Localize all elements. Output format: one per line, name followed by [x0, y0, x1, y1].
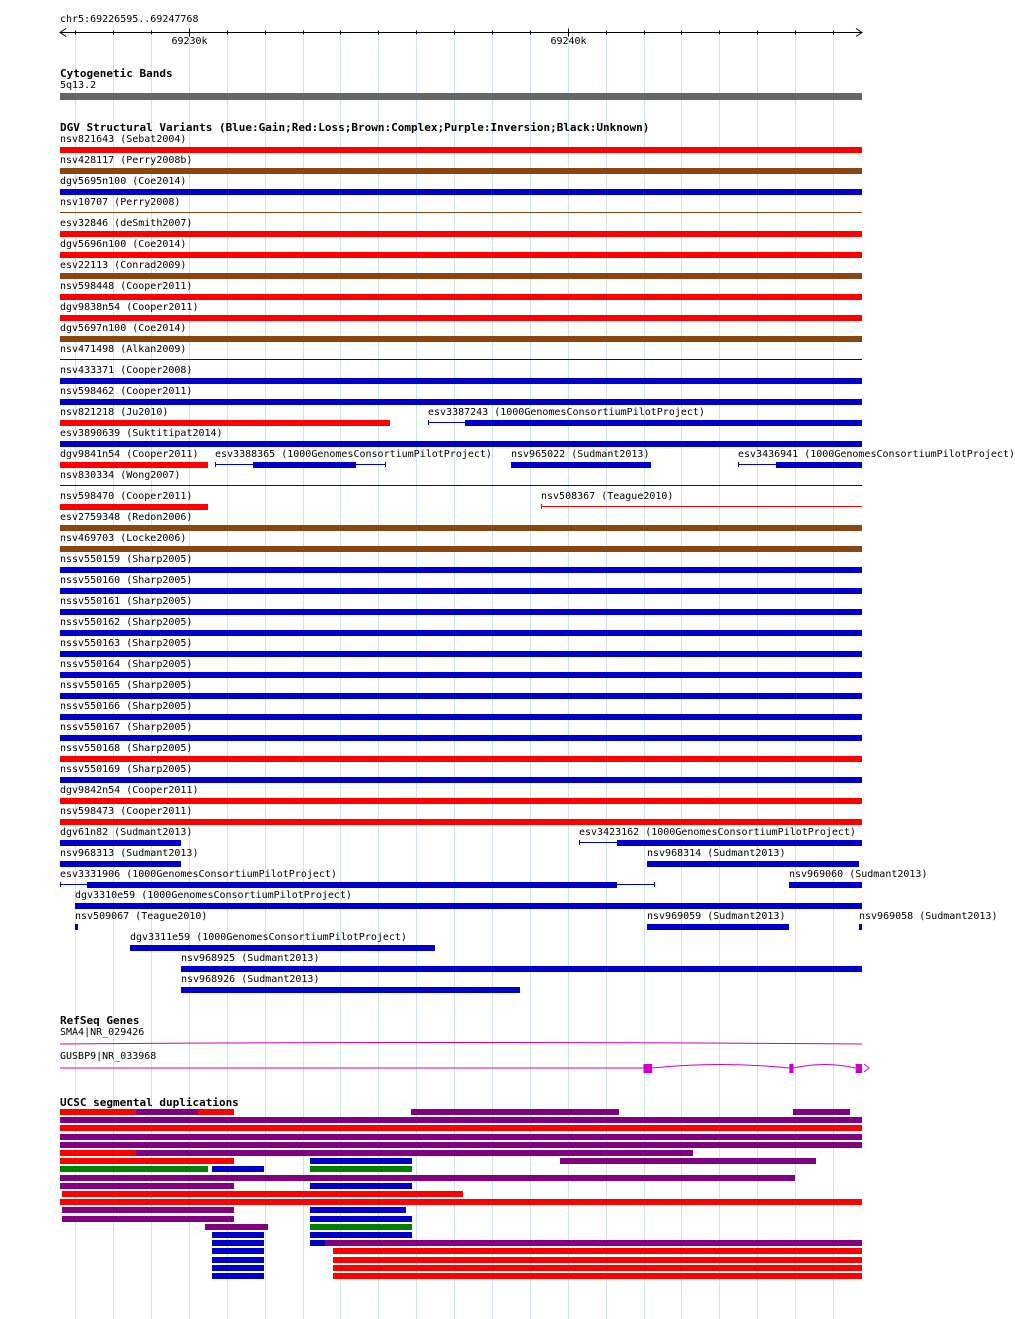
sv-label: dgv61n82 (Sudmant2013): [60, 827, 193, 838]
segdup-bar[interactable]: [793, 1109, 850, 1115]
gene-label: SMA4|NR_029426: [60, 1027, 145, 1038]
sv-label: esv3387243 (1000GenomesConsortiumPilotProject): [428, 407, 705, 418]
segdup-bar[interactable]: [60, 1183, 234, 1189]
cytoband-bar[interactable]: [60, 93, 862, 100]
segdup-bar[interactable]: [212, 1240, 264, 1246]
ruler-tick-label: 69240k: [550, 36, 587, 47]
sv-label: nsv969058 (Sudmant2013): [859, 911, 998, 922]
sv-span-start-tick: [738, 462, 739, 467]
sv-span-start-tick: [541, 504, 542, 509]
sv-bar[interactable]: [75, 924, 78, 930]
sv-label: dgv9841n54 (Cooper2011): [60, 449, 199, 460]
sv-label: nsv471498 (Alkan2009): [60, 344, 187, 355]
segdup-bar[interactable]: [310, 1232, 412, 1238]
ruler-axis[interactable]: [0, 24, 890, 64]
sv-label: nssv550163 (Sharp2005): [60, 638, 193, 649]
sv-bar[interactable]: [789, 882, 862, 888]
sv-bar[interactable]: [60, 819, 862, 825]
sv-label: nsv965022 (Sudmant2013): [511, 449, 650, 460]
sv-bar[interactable]: [465, 420, 862, 426]
sv-bar[interactable]: [511, 462, 651, 468]
sv-label: esv3331906 (1000GenomesConsortiumPilotProject): [60, 869, 337, 880]
segdup-bar[interactable]: [60, 1199, 862, 1205]
sv-label: nsv968314 (Sudmant2013): [647, 848, 786, 859]
sv-span-start-tick: [428, 420, 429, 425]
sv-bar[interactable]: [60, 777, 862, 783]
sv-span-start-tick: [60, 882, 61, 887]
sv-label: esv3436941 (1000GenomesConsortiumPilotProject): [738, 449, 1015, 460]
sv-bar[interactable]: [617, 840, 862, 846]
segdup-bar[interactable]: [333, 1265, 862, 1271]
ruler-tick-label: 69230k: [171, 36, 208, 47]
segdup-bar[interactable]: [212, 1232, 264, 1238]
sv-label: dgv3310e59 (1000GenomesConsortiumPilotProject): [75, 890, 352, 901]
segdup-bar[interactable]: [136, 1150, 693, 1156]
sv-label: esv3423162 (1000GenomesConsortiumPilotProject): [579, 827, 856, 838]
sv-bar[interactable]: [60, 861, 181, 867]
sv-span-start-tick: [215, 462, 216, 467]
sv-label: nssv550161 (Sharp2005): [60, 596, 193, 607]
sv-bar[interactable]: [60, 756, 862, 762]
segdup-bar[interactable]: [60, 1142, 862, 1148]
gene-label: GUSBP9|NR_033968: [60, 1051, 157, 1062]
sv-label: nsv598462 (Cooper2011): [60, 386, 193, 397]
sv-bar[interactable]: [60, 485, 862, 486]
sv-label: nsv433371 (Cooper2008): [60, 365, 193, 376]
gene-intron-line: [60, 1043, 862, 1045]
segdup-bar[interactable]: [205, 1224, 267, 1230]
sv-bar[interactable]: [60, 798, 862, 804]
sv-label: esv3388365 (1000GenomesConsortiumPilotProject): [215, 449, 492, 460]
sv-span-end-tick: [385, 462, 386, 467]
sv-label: dgv9838n54 (Cooper2011): [60, 302, 199, 313]
cytoband-track-title: Cytogenetic Bands: [60, 67, 173, 80]
sv-label: nsv508367 (Teague2010): [541, 491, 674, 502]
sv-bar[interactable]: [60, 399, 862, 405]
segdup-bar[interactable]: [212, 1257, 264, 1263]
sv-label: nsv969059 (Sudmant2013): [647, 911, 786, 922]
sv-label: nsv821218 (Ju2010): [60, 407, 169, 418]
cytoband-label: 5q13.2: [60, 80, 97, 91]
segdup-bar[interactable]: [212, 1166, 264, 1172]
sv-label: esv2759348 (Redon2006): [60, 512, 193, 523]
sv-label: nssv550168 (Sharp2005): [60, 743, 193, 754]
dgv-track-title: DGV Structural Variants (Blue:Gain;Red:Loss;Brown:Complex;Purple:Inversion;Black:Unknown): [60, 121, 650, 134]
sv-bar[interactable]: [60, 294, 862, 300]
sv-label: nsv968313 (Sudmant2013): [60, 848, 199, 859]
segdup-bar[interactable]: [212, 1248, 264, 1254]
sv-bar[interactable]: [60, 252, 862, 258]
segdup-bar[interactable]: [411, 1109, 619, 1115]
gene-exon: [789, 1064, 793, 1073]
segdup-bar[interactable]: [310, 1158, 412, 1164]
sv-bar[interactable]: [647, 861, 859, 867]
gene-intron-line: [60, 1065, 856, 1069]
sv-label: nsv428117 (Perry2008b): [60, 155, 193, 166]
sv-bar[interactable]: [60, 189, 862, 195]
segdup-bar[interactable]: [333, 1273, 862, 1279]
sv-label: nsv968925 (Sudmant2013): [181, 953, 320, 964]
sv-label: nsv598473 (Cooper2011): [60, 806, 193, 817]
sv-bar[interactable]: [60, 630, 862, 636]
segdup-bar[interactable]: [333, 1248, 862, 1254]
segdup-bar[interactable]: [310, 1216, 412, 1222]
sv-bar[interactable]: [75, 903, 862, 909]
sv-bar[interactable]: [60, 147, 862, 153]
sv-bar[interactable]: [60, 441, 862, 447]
sv-label: esv22113 (Conrad2009): [60, 260, 187, 271]
segdup-bar[interactable]: [212, 1265, 264, 1271]
sv-bar[interactable]: [60, 420, 390, 426]
refseq-track-title: RefSeq Genes: [60, 1014, 140, 1027]
segdup-bar[interactable]: [333, 1257, 862, 1263]
gene-exon: [644, 1064, 653, 1073]
sv-bar[interactable]: [60, 378, 862, 384]
sv-label: nsv598448 (Cooper2011): [60, 281, 193, 292]
sv-bar[interactable]: [60, 672, 862, 678]
sv-span-start-tick: [579, 840, 580, 845]
sv-label: nsv509067 (Teague2010): [75, 911, 208, 922]
sv-bar[interactable]: [60, 504, 208, 510]
segdup-bar[interactable]: [136, 1109, 198, 1115]
sv-bar[interactable]: [60, 840, 181, 846]
segdup-bar[interactable]: [310, 1183, 412, 1189]
sv-bar[interactable]: [60, 651, 862, 657]
sv-bar[interactable]: [60, 462, 208, 468]
sv-label: dgv5695n100 (Coe2014): [60, 176, 187, 187]
sv-bar[interactable]: [130, 945, 435, 951]
sv-label: dgv5696n100 (Coe2014): [60, 239, 187, 250]
segdup-bar[interactable]: [62, 1207, 234, 1213]
sv-bar[interactable]: [60, 212, 862, 213]
sv-bar[interactable]: [60, 168, 862, 174]
sv-label: nsv969060 (Sudmant2013): [789, 869, 928, 880]
segdup-bar[interactable]: [310, 1224, 412, 1230]
sv-label: nssv550166 (Sharp2005): [60, 701, 193, 712]
sv-label: nsv821643 (Sebat2004): [60, 134, 187, 145]
segdup-bar[interactable]: [60, 1166, 208, 1172]
sv-bar[interactable]: [60, 273, 862, 279]
sv-label: nssv550167 (Sharp2005): [60, 722, 193, 733]
gene-strand-arrow-icon: [864, 1064, 869, 1072]
sv-label: nsv10707 (Perry2008): [60, 197, 181, 208]
sv-bar[interactable]: [60, 609, 862, 615]
sv-bar[interactable]: [60, 567, 862, 573]
sv-bar[interactable]: [87, 882, 617, 888]
segdup-bar[interactable]: [60, 1117, 862, 1123]
segdup-bar[interactable]: [60, 1125, 862, 1131]
sv-bar[interactable]: [60, 315, 862, 321]
segdup-bar[interactable]: [62, 1216, 234, 1222]
segdup-bar[interactable]: [62, 1191, 463, 1197]
sv-label: nsv598470 (Cooper2011): [60, 491, 193, 502]
segdup-track-title: UCSC segmental duplications: [60, 1096, 239, 1109]
sv-label: nssv550164 (Sharp2005): [60, 659, 193, 670]
sv-bar[interactable]: [60, 546, 862, 552]
sv-bar[interactable]: [647, 924, 789, 930]
segdup-bar[interactable]: [310, 1166, 412, 1172]
segdup-bar[interactable]: [60, 1158, 234, 1164]
sv-bar[interactable]: [60, 588, 862, 594]
sv-bar[interactable]: [60, 714, 862, 720]
sv-label: dgv9842n54 (Cooper2011): [60, 785, 199, 796]
sv-label: esv32846 (deSmith2007): [60, 218, 193, 229]
sv-bar[interactable]: [541, 506, 862, 507]
sv-label: nssv550162 (Sharp2005): [60, 617, 193, 628]
sv-bar[interactable]: [181, 987, 520, 993]
sv-label: nssv550159 (Sharp2005): [60, 554, 193, 565]
sv-label: nssv550169 (Sharp2005): [60, 764, 193, 775]
sv-bar[interactable]: [60, 735, 862, 741]
segdup-bar[interactable]: [212, 1273, 264, 1279]
sv-label: nsv830334 (Wong2007): [60, 470, 181, 481]
sv-bar[interactable]: [181, 966, 862, 972]
segdup-bar[interactable]: [60, 1175, 795, 1181]
sv-span-end-tick: [654, 882, 655, 887]
sv-label: dgv5697n100 (Coe2014): [60, 323, 187, 334]
sv-bar[interactable]: [60, 525, 862, 531]
sv-bar[interactable]: [60, 336, 862, 342]
segdup-bar[interactable]: [310, 1207, 406, 1213]
segdup-bar[interactable]: [560, 1158, 816, 1164]
sv-bar[interactable]: [776, 462, 862, 468]
sv-bar[interactable]: [60, 359, 862, 360]
sv-bar[interactable]: [859, 924, 862, 930]
sv-bar[interactable]: [253, 462, 355, 468]
sv-label: dgv3311e59 (1000GenomesConsortiumPilotProject): [130, 932, 407, 943]
sv-label: nsv469703 (Locke2006): [60, 533, 187, 544]
segdup-bar[interactable]: [325, 1240, 862, 1246]
sv-bar[interactable]: [60, 693, 862, 699]
segdup-bar[interactable]: [60, 1134, 862, 1140]
sv-label: esv3890639 (Suktitipat2014): [60, 428, 223, 439]
sv-label: nssv550165 (Sharp2005): [60, 680, 193, 691]
sv-label: nsv968926 (Sudmant2013): [181, 974, 320, 985]
ruler-range-label: chr5:69226595..69247768: [60, 14, 199, 25]
sv-label: nssv550160 (Sharp2005): [60, 575, 193, 586]
sv-bar[interactable]: [60, 231, 862, 237]
gene-exon: [856, 1064, 862, 1073]
